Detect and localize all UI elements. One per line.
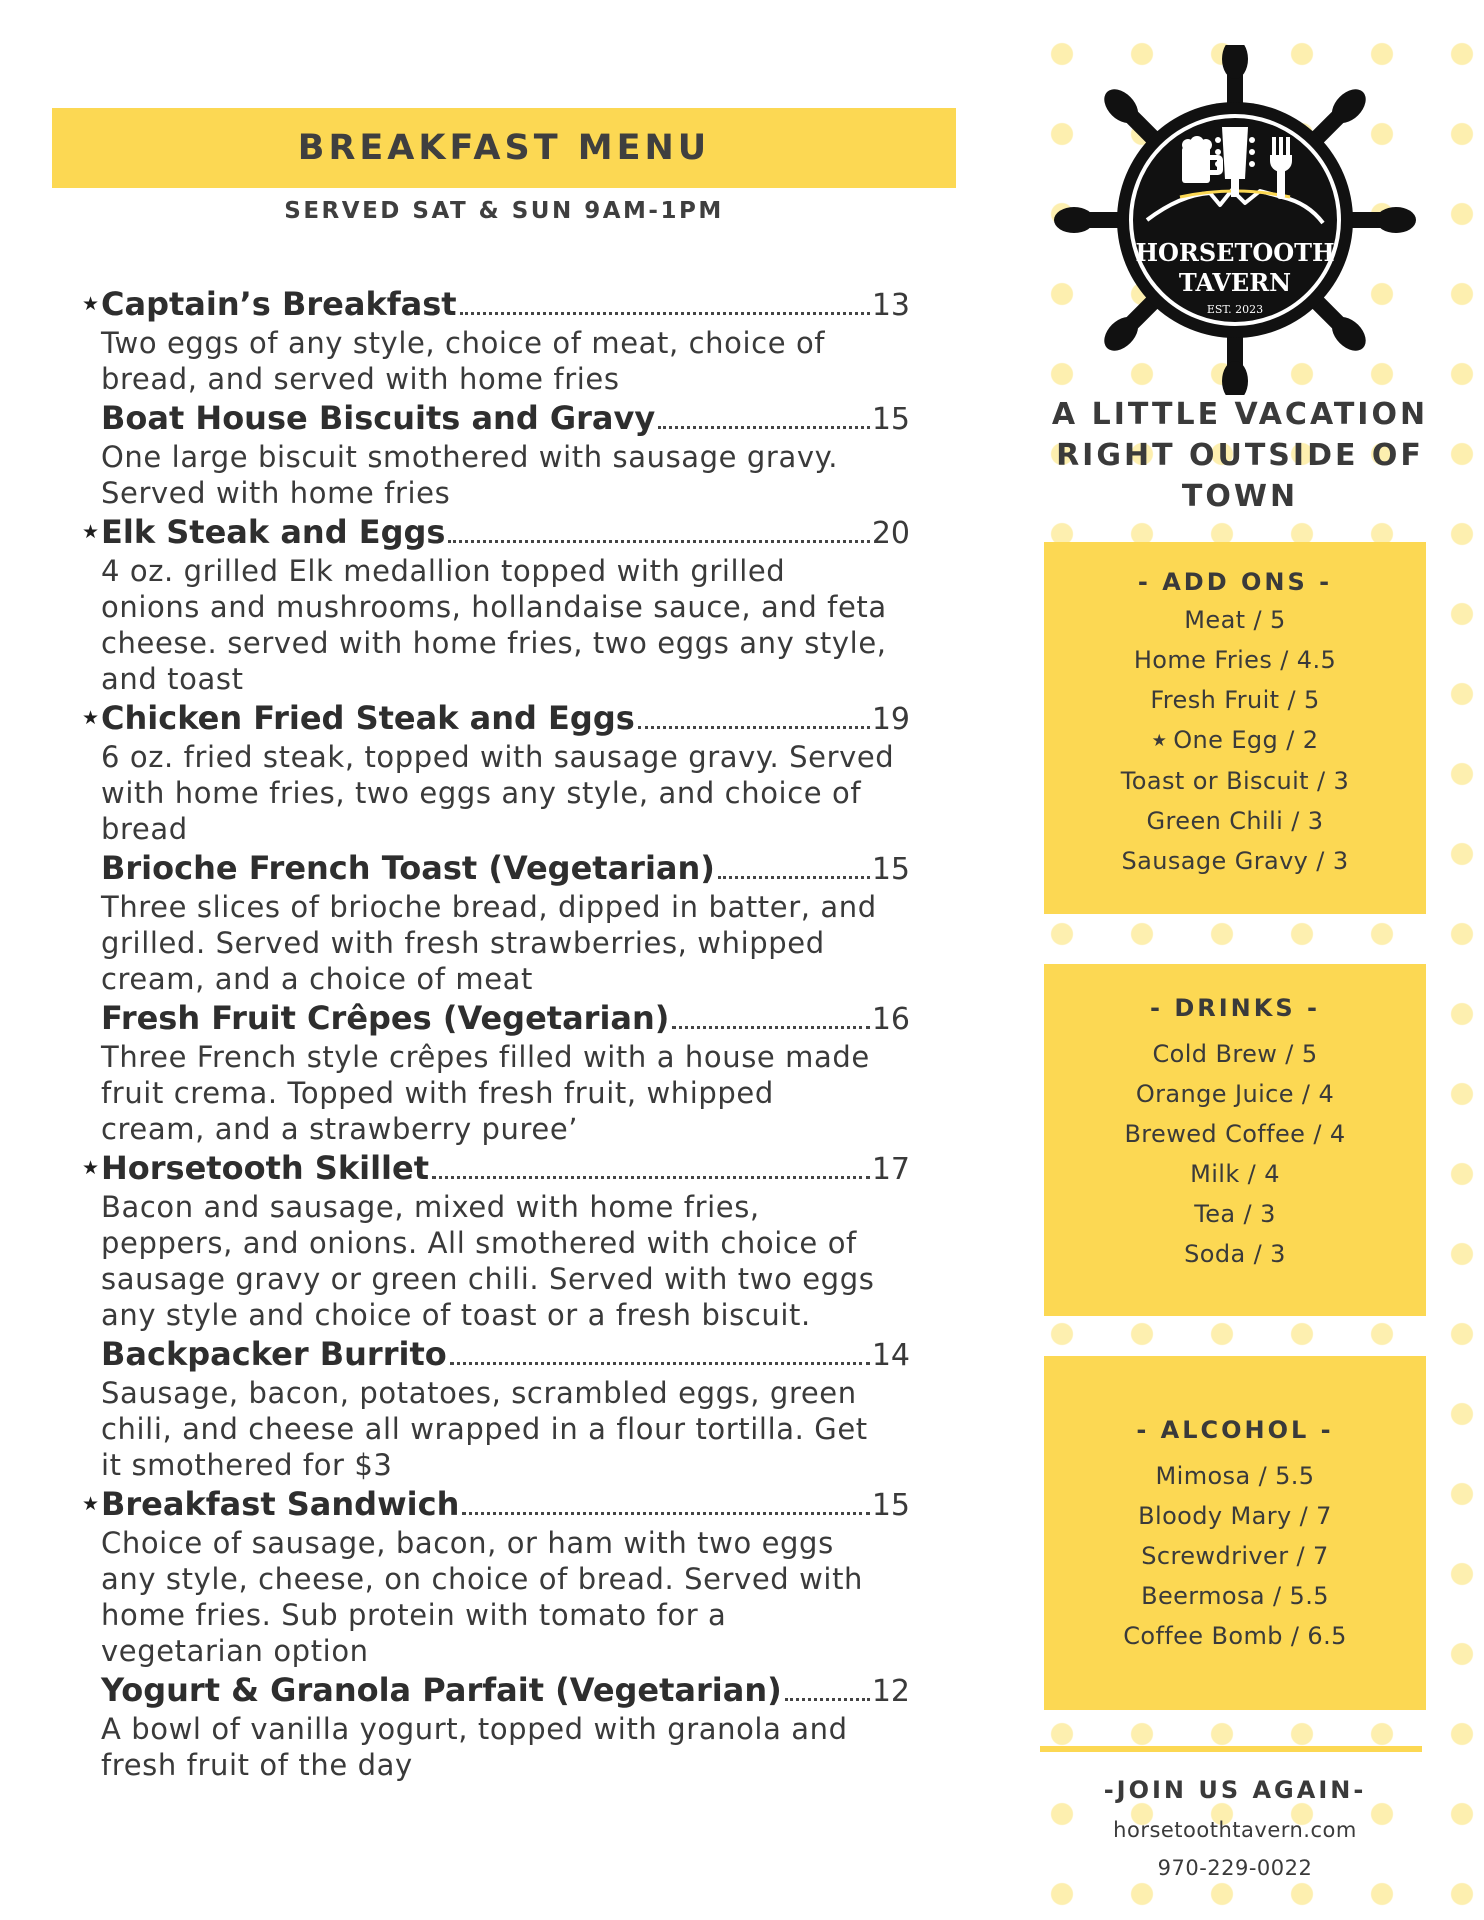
menu-item-price: 13 bbox=[871, 288, 910, 323]
star-icon: ★ bbox=[82, 521, 100, 543]
ship-wheel-icon bbox=[1050, 45, 1420, 395]
menu-title-bar bbox=[52, 108, 956, 188]
menu-item bbox=[80, 399, 910, 511]
menu-item bbox=[80, 999, 910, 1147]
add-on-item: Fresh Fruit / 5 bbox=[1150, 686, 1320, 714]
menu-item bbox=[80, 1335, 910, 1483]
alcohol-item: Coffee Bomb / 6.5 bbox=[1123, 1622, 1347, 1650]
menu-item bbox=[80, 513, 910, 697]
menu-item-description: Three slices of brioche bread, dipped in batter, and grilled. Served with fresh strawberries, whipped cream, and a choice of meat bbox=[101, 890, 877, 996]
menu-item-price: 20 bbox=[871, 516, 910, 551]
dotted-leader bbox=[718, 876, 870, 879]
menu-item bbox=[80, 1671, 910, 1783]
star-icon: ★ bbox=[82, 1493, 100, 1515]
dotted-leader bbox=[432, 1176, 870, 1179]
menu-hours: SERVED SAT & SUN 9AM-1PM bbox=[284, 198, 724, 224]
menu-item-name: Yogurt & Granola Parfait (Vegetarian) bbox=[101, 1671, 782, 1709]
star-icon: ★ bbox=[82, 707, 100, 729]
dotted-leader bbox=[450, 1362, 870, 1365]
alcohol-item: Beermosa / 5.5 bbox=[1141, 1582, 1329, 1610]
menu-item-price: 17 bbox=[871, 1152, 910, 1187]
menu-item-description: A bowl of vanilla yogurt, topped with granola and fresh fruit of the day bbox=[101, 1712, 848, 1782]
menu-item-price: 14 bbox=[871, 1338, 910, 1373]
drink-item: Orange Juice / 4 bbox=[1135, 1080, 1335, 1108]
footer-title: -JOIN US AGAIN- bbox=[1103, 1776, 1367, 1804]
menu-item-name: Boat House Biscuits and Gravy bbox=[101, 399, 656, 437]
add-on-item: Sausage Gravy / 3 bbox=[1121, 847, 1349, 875]
drink-item: Tea / 3 bbox=[1194, 1200, 1276, 1228]
menu-item-description: 6 oz. fried steak, topped with sausage gravy. Served with home fries, two eggs any style, and choice of bread bbox=[101, 740, 895, 846]
menu-item-description: Three French style crêpes filled with a house made fruit crema. Topped with fresh fruit, whipped cream, and a strawberry puree’ bbox=[101, 1040, 870, 1146]
drinks-list bbox=[1044, 1034, 1426, 1274]
menu-item-name: Fresh Fruit Crêpes (Vegetarian) bbox=[101, 999, 670, 1037]
menu-item-price: 16 bbox=[871, 1002, 910, 1037]
menu-item-description: 4 oz. grilled Elk medallion topped with grilled onions and mushrooms, hollandaise sauce, and feta cheese. served with home fries, two eggs any style, and toast bbox=[101, 554, 887, 696]
add-on-item: Meat / 5 bbox=[1184, 606, 1286, 634]
alcohol-title: - ALCOHOL - bbox=[1136, 1416, 1334, 1444]
menu-item bbox=[80, 699, 910, 847]
menu-item-description: Two eggs of any style, choice of meat, choice of bread, and served with home fries bbox=[101, 326, 826, 396]
menu-item bbox=[80, 1485, 910, 1669]
menu-item-price: 12 bbox=[871, 1674, 910, 1709]
phone-number[interactable]: 970-229-0022 bbox=[1157, 1856, 1313, 1880]
menu-item bbox=[80, 849, 910, 997]
menu-item-description: One large biscuit smothered with sausage gravy. Served with home fries bbox=[101, 440, 839, 510]
logo-name-line2: TAVERN bbox=[1178, 268, 1292, 297]
menu-item-name: Backpacker Burrito bbox=[101, 1335, 447, 1373]
add-on-item: Green Chili / 3 bbox=[1146, 807, 1324, 835]
menu-item bbox=[80, 285, 910, 397]
footer-divider bbox=[1040, 1746, 1422, 1752]
menu-item-name: Chicken Fried Steak and Eggs bbox=[101, 699, 635, 737]
drinks-title: - DRINKS - bbox=[1150, 994, 1320, 1022]
star-icon: ★ bbox=[82, 1157, 100, 1179]
alcohol-list bbox=[1044, 1456, 1426, 1656]
drink-item: Milk / 4 bbox=[1190, 1160, 1280, 1188]
add-on-item: Toast or Biscuit / 3 bbox=[1120, 767, 1350, 795]
dotted-leader bbox=[658, 426, 870, 429]
drinks-panel bbox=[1044, 964, 1426, 1316]
add-ons-list bbox=[1044, 600, 1426, 881]
star-icon: ★ bbox=[1151, 731, 1168, 751]
menu-item-price: 15 bbox=[871, 1488, 910, 1523]
add-ons-title: - ADD ONS - bbox=[1137, 568, 1333, 596]
add-ons-panel bbox=[1044, 542, 1426, 914]
menu-item-name: Breakfast Sandwich bbox=[101, 1485, 460, 1523]
drink-item: Brewed Coffee / 4 bbox=[1124, 1120, 1346, 1148]
alcohol-panel bbox=[1044, 1356, 1426, 1710]
dotted-leader bbox=[785, 1698, 870, 1701]
dotted-leader bbox=[460, 312, 870, 315]
logo-established: EST. 2023 bbox=[1206, 303, 1264, 316]
star-icon: ★ bbox=[82, 293, 100, 315]
dotted-leader bbox=[672, 1026, 869, 1029]
dotted-leader bbox=[462, 1512, 869, 1515]
menu-item-name: Elk Steak and Eggs bbox=[101, 513, 446, 551]
alcohol-item: Bloody Mary / 7 bbox=[1138, 1502, 1332, 1530]
drink-item: Soda / 3 bbox=[1184, 1240, 1286, 1268]
menu-item-description: Bacon and sausage, mixed with home fries, peppers, and onions. All smothered with choice of sausage gravy or green chili. Served with two eggs any style and choice of toast or a fresh biscuit. bbox=[101, 1190, 875, 1332]
menu-item-name: Horsetooth Skillet bbox=[101, 1149, 430, 1187]
menu-list bbox=[80, 285, 910, 1785]
logo-name-line1: HORSETOOTH bbox=[1135, 238, 1335, 267]
menu-item-price: 19 bbox=[871, 702, 910, 737]
add-on-item: Home Fries / 4.5 bbox=[1133, 646, 1337, 674]
dotted-leader bbox=[448, 540, 869, 543]
menu-item-price: 15 bbox=[871, 402, 910, 437]
menu-item-price: 15 bbox=[871, 852, 910, 887]
website-link[interactable]: horsetoothtavern.com bbox=[1113, 1818, 1357, 1842]
menu-item-name: Captain’s Breakfast bbox=[101, 285, 457, 323]
add-on-item: ★ One Egg / 2 bbox=[1151, 726, 1319, 754]
menu-item-description: Sausage, bacon, potatoes, scrambled eggs, green chili, and cheese all wrapped in a flour tortilla. Get it smothered for $3 bbox=[101, 1376, 868, 1482]
menu-item-description: Choice of sausage, bacon, or ham with two eggs any style, cheese, on choice of bread. Served with home fries. Sub protein with tomato for a vegetarian option bbox=[101, 1526, 864, 1668]
tagline: A LITTLE VACATION RIGHT OUTSIDE OF TOWN bbox=[1051, 397, 1429, 514]
menu-title: BREAKFAST MENU bbox=[297, 128, 711, 168]
dotted-leader bbox=[638, 726, 870, 729]
drink-item: Cold Brew / 5 bbox=[1152, 1040, 1318, 1068]
alcohol-item: Mimosa / 5.5 bbox=[1155, 1462, 1315, 1490]
menu-item bbox=[80, 1149, 910, 1333]
alcohol-item: Screwdriver / 7 bbox=[1141, 1542, 1329, 1570]
menu-item-name: Brioche French Toast (Vegetarian) bbox=[101, 849, 715, 887]
